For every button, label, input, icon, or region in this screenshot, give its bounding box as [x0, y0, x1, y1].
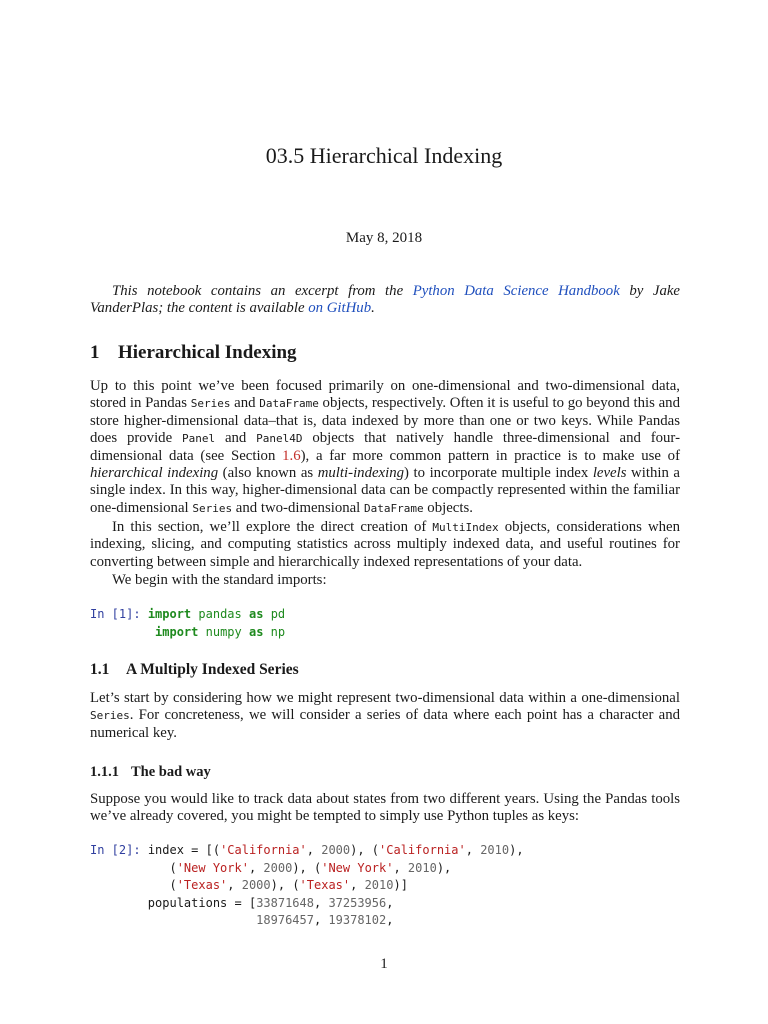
handbook-link[interactable]: Python Data Science Handbook — [412, 283, 620, 299]
subsection-heading — [90, 661, 299, 679]
intro-text: . — [371, 300, 375, 317]
page-number: 1 — [380, 956, 388, 972]
paragraph-section-plan: In this section, we’ll explore the direct creation of MultiIndex objects, considerations when indexing, slicing, and computing statistics across multiply indexed data, and useful routines for converting between simple and hierarchically indexed representations of your data. — [90, 519, 680, 570]
subsection-number: 1.1 — [90, 661, 110, 678]
section-title: Hierarchical Indexing — [118, 342, 297, 363]
cell-prompt: In [1]: — [90, 607, 141, 621]
paragraph-imports: We begin with the standard imports: — [112, 572, 327, 588]
section-heading — [90, 342, 297, 364]
subsubsection-title: The bad way — [131, 764, 211, 780]
document-title: 03.5 Hierarchical Indexing — [265, 143, 503, 168]
code-cell-tuples: In [2]: index = [('California', 2000), ('California', 2010), ('New York', 2000), ('New York', 2010), ('Texas', 2000), ('Texas', 2010)] populations = [33871648, 37253956, 18976457, 19378102, — [90, 843, 524, 927]
paragraph-bad-way: Suppose you would like to track data about states from two different years. Using the Pandas tools we’ve already covered, you might be tempted to simply use Python tuples as keys: — [90, 791, 680, 825]
subsubsection-number: 1.1.1 — [90, 764, 119, 780]
section-number: 1 — [90, 342, 100, 363]
paragraph-overview: Up to this point we’ve been focused primarily on one-dimensional and two-dimensional data, stored in Pandas Series and DataFrame objects, respectively. Often it is useful to go beyond this and store higher-dimensional data–that is, data indexed by more than one or two keys. While Pandas does provide Panel and Panel4D objects that natively handle three-dimensional and four-dimensional data (see Section 1.6), a far more common pattern in practice is to make use of hierarchical indexing (also known as multi-indexing) to incorporate multiple index levels within a single index. In this way, higher-dimensional data can be compactly represented within the familiar one-dimensional Series and two-dimensional DataFrame objects. — [90, 378, 680, 516]
subsection-title: A Multiply Indexed Series — [126, 661, 299, 678]
intro-paragraph — [90, 283, 680, 318]
github-link[interactable]: on GitHub — [308, 300, 372, 317]
subsubsection-heading — [90, 764, 211, 781]
section-ref-link[interactable]: 1.6 — [282, 447, 301, 464]
code-cell-imports: In [1]: import pandas as pd import numpy as np — [90, 607, 286, 639]
cell-prompt: In [2]: — [90, 843, 141, 857]
intro-text: by Jake VanderPlas; the content is available — [90, 283, 680, 317]
intro-text: This notebook contains an excerpt from the — [112, 283, 413, 299]
paragraph-multiply-indexed: Let’s start by considering how we might represent two-dimensional data within a one-dimensional Series. For concreteness, we will consider a series of data where each point has a character and numerical key. — [90, 690, 680, 741]
document-date: May 8, 2018 — [345, 230, 423, 246]
